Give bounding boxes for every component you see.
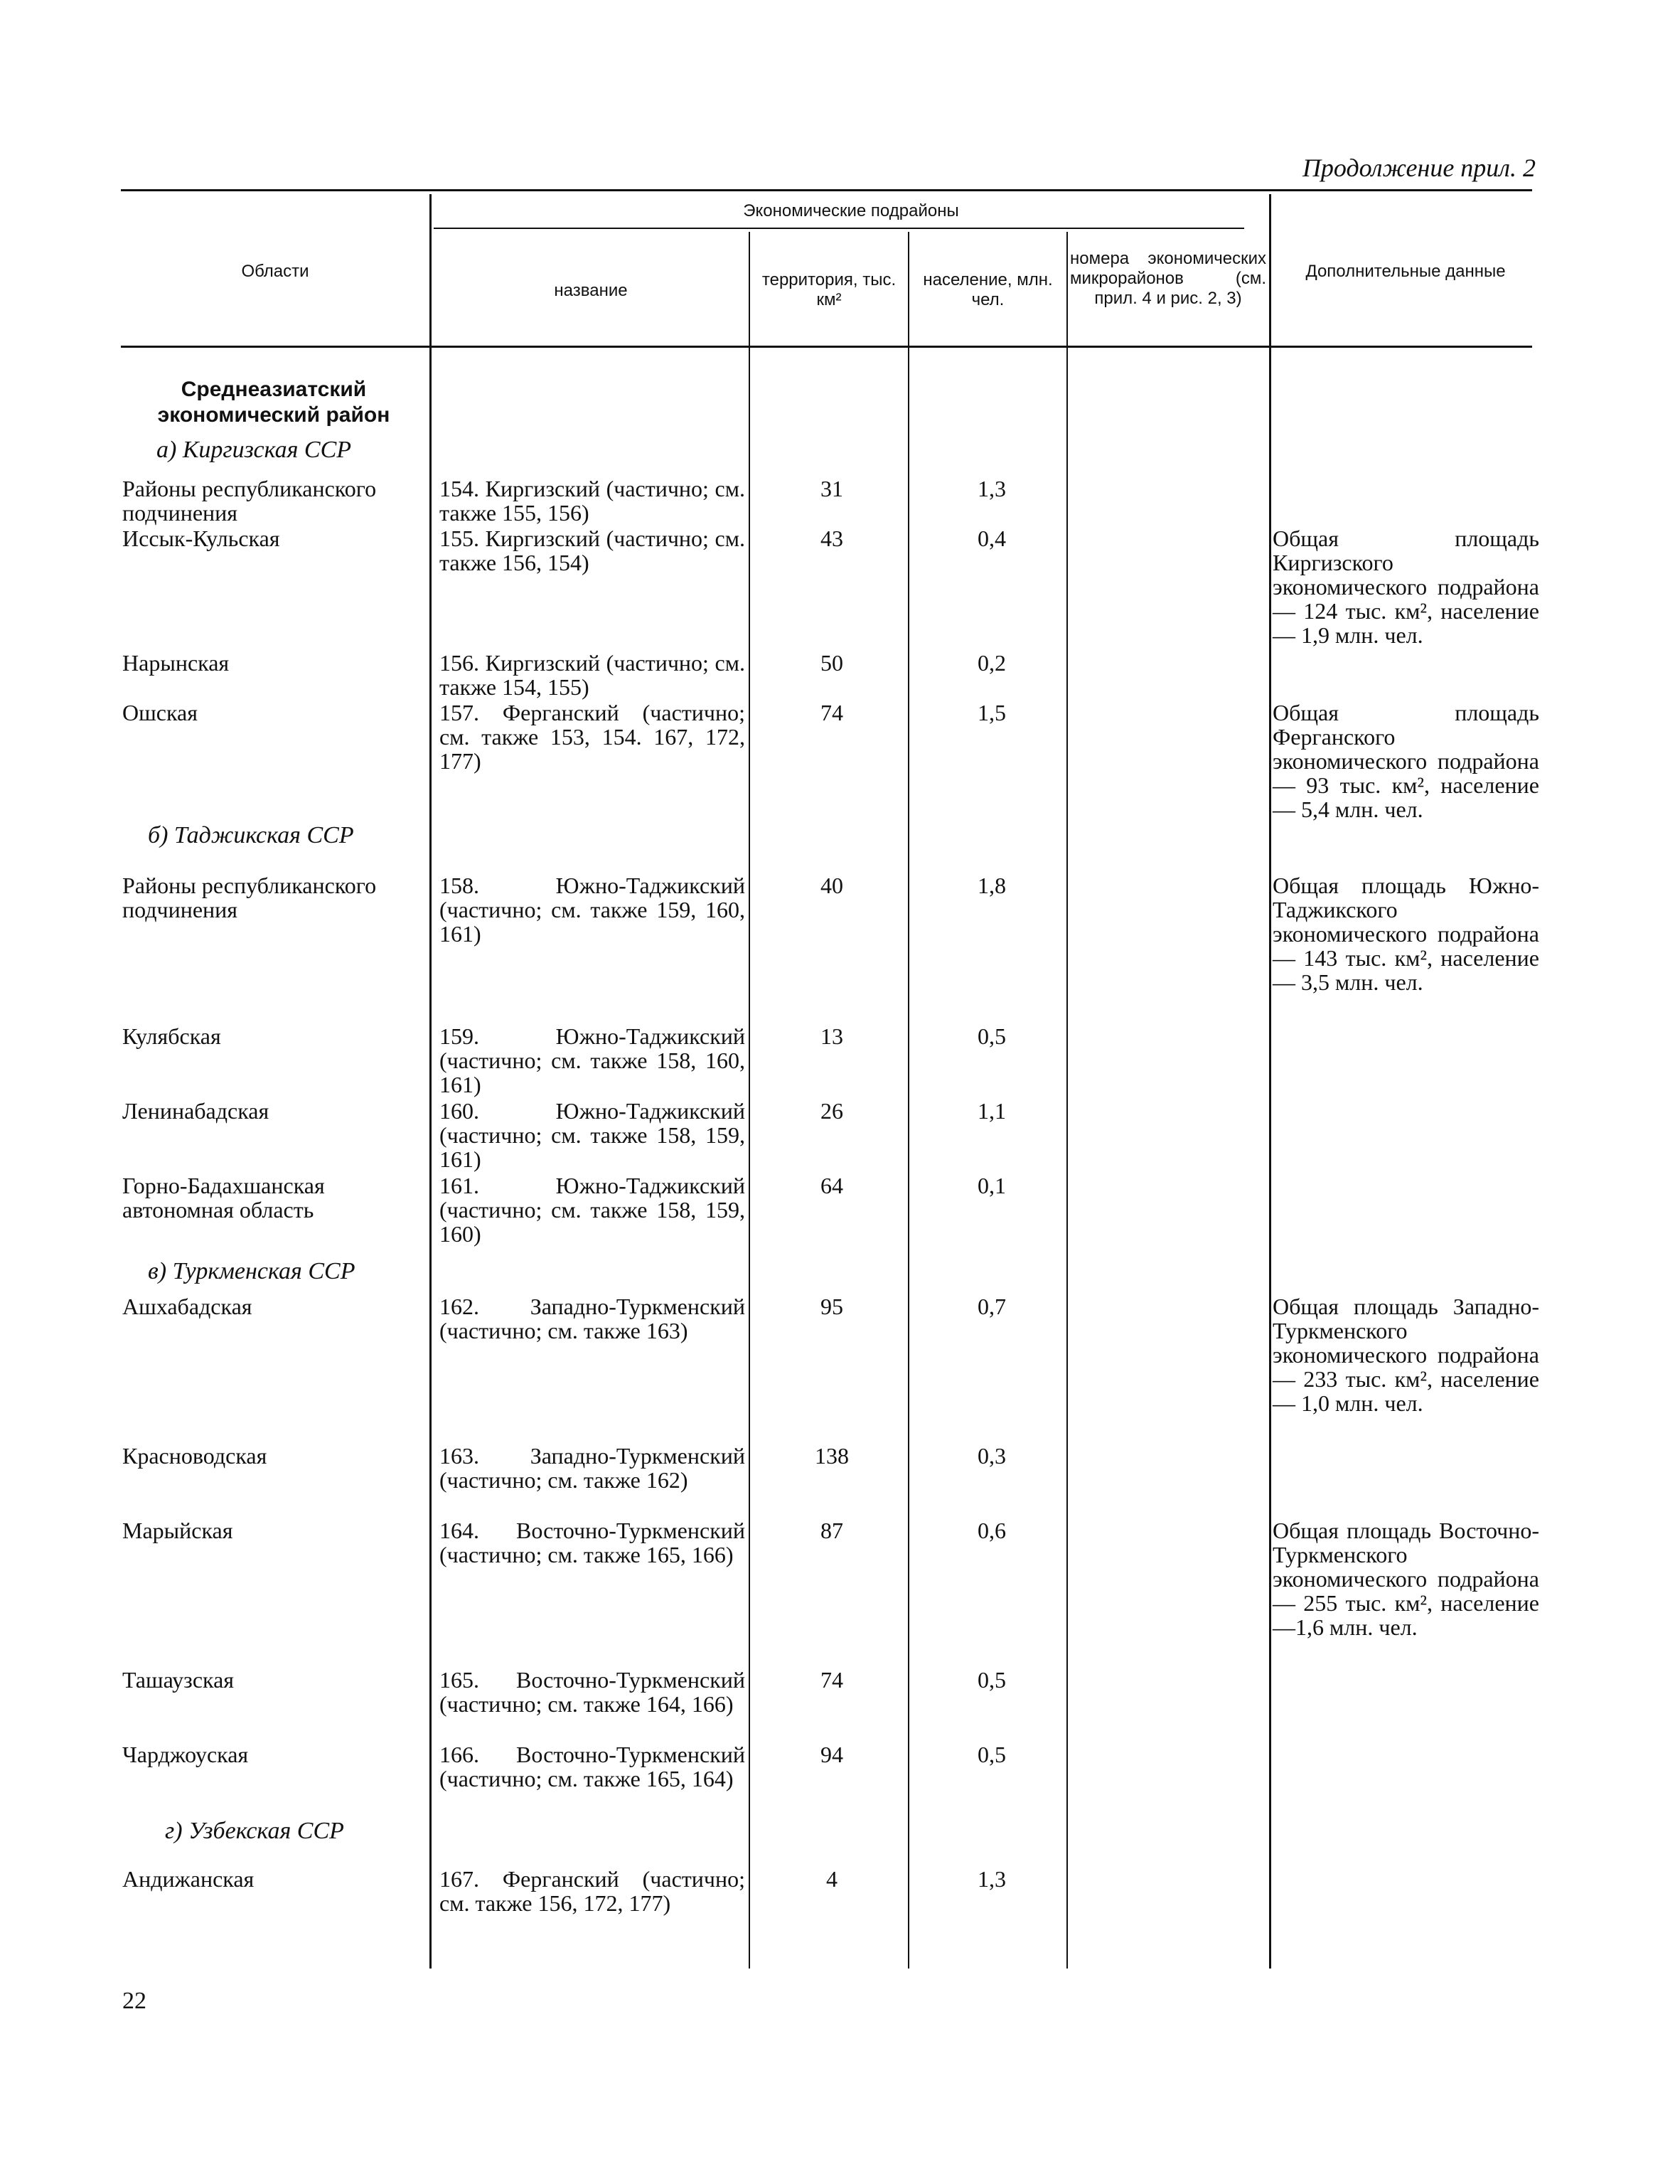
subsection-kirgiz: а) Киргизская ССР xyxy=(156,437,352,463)
row-oblast: Нарынская xyxy=(122,650,230,676)
row-population: 0,3 xyxy=(978,1443,1006,1469)
header-population: население, млн. чел. xyxy=(923,270,1053,309)
row-podrayon: 160. Южно-Таджикский (частично; см. также 158, 159, 161) xyxy=(439,1098,745,1172)
row-oblast: Андижанская xyxy=(122,1866,255,1892)
extra-note-kirgiz: Общая площадь Киргизского экономического подрайона — 124 тыс. км², население — 1,9 млн. чел. xyxy=(1273,526,1539,648)
header-oblasti: Области xyxy=(241,262,309,281)
row-podrayon: 167. Ферганский (частично; см. также 156, 172, 177) xyxy=(439,1866,745,1916)
row-oblast: Иссык-Кульская xyxy=(122,526,280,551)
row-territory: 94 xyxy=(820,1742,843,1767)
column-divider-oblast xyxy=(429,194,432,1969)
page-number: 22 xyxy=(122,1988,146,2014)
row-population: 1,8 xyxy=(978,873,1006,898)
row-population: 1,3 xyxy=(978,476,1006,501)
extra-note-vostochno-turkmen: Общая площадь Восточно-Туркменского экономического подрайона — 255 тыс. км², население —1,6 млн. чел. xyxy=(1273,1518,1539,1640)
row-territory: 95 xyxy=(820,1294,843,1319)
group-header-rule xyxy=(434,228,1244,229)
row-oblast: Ашхабадская xyxy=(122,1294,252,1319)
extra-note-yuzhno-tadzhik: Общая площадь Южно-Таджикского экономического подрайона — 143 тыс. км², население — 3,5 млн. чел. xyxy=(1273,873,1539,995)
column-divider-population xyxy=(1066,232,1068,1969)
header-podrayony-group: Экономические подрайоны xyxy=(743,201,959,220)
row-podrayon: 155. Киргизский (частично; см. также 156, 154) xyxy=(439,526,745,575)
header-territory: территория, тыс. км² xyxy=(761,270,897,309)
row-podrayon: 166. Восточно-Туркменский (частично; см. также 165, 164) xyxy=(439,1742,745,1791)
row-territory: 64 xyxy=(820,1173,843,1198)
row-population: 0,6 xyxy=(978,1518,1006,1543)
row-oblast: Чарджоуская xyxy=(122,1742,249,1767)
header-micro: номера экономических микрорайонов (см. прил. 4 и рис. 2, 3) xyxy=(1070,249,1266,308)
row-population: 0,5 xyxy=(978,1667,1006,1693)
row-territory: 31 xyxy=(820,476,843,501)
header-extra: Дополнительные данные xyxy=(1305,262,1506,281)
row-podrayon: 163. Западно-Туркменский (частично; см. также 162) xyxy=(439,1443,745,1493)
row-population: 0,5 xyxy=(978,1023,1006,1049)
row-podrayon: 158. Южно-Таджикский (частично; см. также 159, 160, 161) xyxy=(439,873,745,947)
row-territory: 40 xyxy=(820,873,843,898)
subsection-tadzhik: б) Таджикская ССР xyxy=(148,822,354,848)
row-podrayon: 162. Западно-Туркменский (частично; см. также 163) xyxy=(439,1294,745,1343)
row-territory: 138 xyxy=(815,1443,849,1469)
row-podrayon: 165. Восточно-Туркменский (частично; см. также 164, 166) xyxy=(439,1667,745,1717)
row-population: 1,1 xyxy=(978,1098,1006,1124)
row-territory: 4 xyxy=(826,1866,838,1892)
row-oblast: Ленинабадская xyxy=(122,1098,269,1124)
row-podrayon: 159. Южно-Таджикский (частично; см. также 158, 160, 161) xyxy=(439,1023,745,1097)
section-title: Среднеазиатский экономический район xyxy=(157,378,390,427)
row-podrayon: 164. Восточно-Туркменский (частично; см. также 165, 166) xyxy=(439,1518,745,1567)
subsection-uzbek: г) Узбекская ССР xyxy=(165,1818,344,1844)
row-territory: 26 xyxy=(820,1098,843,1124)
column-divider-name xyxy=(749,232,750,1969)
row-territory: 50 xyxy=(820,650,843,676)
header-bottom-rule xyxy=(121,346,1532,348)
row-podrayon: 161. Южно-Таджикский (частично; см. также 158, 159, 160) xyxy=(439,1173,745,1247)
row-population: 0,2 xyxy=(978,650,1006,676)
row-population: 0,1 xyxy=(978,1173,1006,1198)
subsection-turkmen: в) Туркменская ССР xyxy=(148,1258,355,1284)
row-territory: 74 xyxy=(820,700,843,725)
header-name: название xyxy=(554,281,628,300)
row-territory: 74 xyxy=(820,1667,843,1693)
column-divider-micro xyxy=(1269,194,1271,1969)
extra-note-fergana: Общая площадь Ферганского экономического подрайона — 93 тыс. км², население — 5,4 млн. чел. xyxy=(1273,700,1539,822)
row-territory: 13 xyxy=(820,1023,843,1049)
row-oblast: Кулябская xyxy=(122,1023,221,1049)
row-oblast: Горно-Бадахшанская автономная область xyxy=(122,1173,325,1222)
row-population: 0,7 xyxy=(978,1294,1006,1319)
extra-note-zapadno-turkmen: Общая площадь Западно-Туркменского экономического подрайона — 233 тыс. км², население — 1,0 млн. чел. xyxy=(1273,1294,1539,1416)
continuation-caption: Продолжение прил. 2 xyxy=(1302,154,1536,182)
row-podrayon: 157. Ферганский (частично; см. также 153, 154. 167, 172, 177) xyxy=(439,700,745,774)
row-population: 1,3 xyxy=(978,1866,1006,1892)
row-population: 0,4 xyxy=(978,526,1006,551)
row-podrayon: 156. Киргизский (частично; см. также 154, 155) xyxy=(439,650,745,700)
row-territory: 43 xyxy=(820,526,843,551)
row-oblast: Районы республиканского подчинения xyxy=(122,476,377,526)
row-podrayon: 154. Киргизский (частично; см. также 155, 156) xyxy=(439,476,745,526)
table-top-rule xyxy=(121,189,1532,191)
row-population: 0,5 xyxy=(978,1742,1006,1767)
row-oblast: Ташаузская xyxy=(122,1667,234,1693)
row-oblast: Красноводская xyxy=(122,1443,267,1469)
row-territory: 87 xyxy=(820,1518,843,1543)
row-population: 1,5 xyxy=(978,700,1006,725)
row-oblast: Районы республиканского подчинения xyxy=(122,873,377,922)
row-oblast: Марыйская xyxy=(122,1518,233,1543)
row-oblast: Ошская xyxy=(122,700,198,725)
